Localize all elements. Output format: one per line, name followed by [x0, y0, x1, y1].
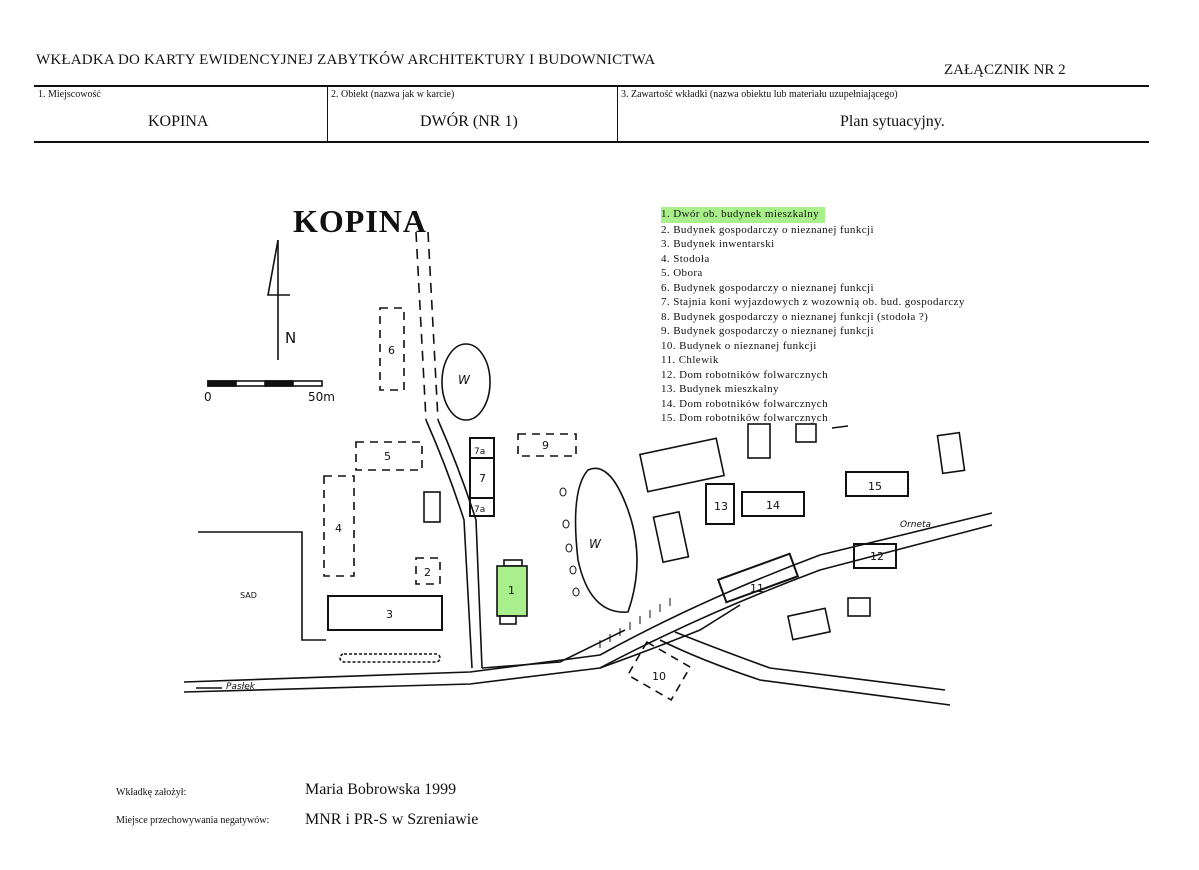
- legend-item: 12. Dom robotników folwarcznych: [661, 368, 828, 381]
- legend-item: 8. Budynek gospodarczy o nieznanej funkcji (stodoła ?): [661, 310, 929, 323]
- building-3: [328, 596, 442, 630]
- label-9: 9: [542, 439, 549, 452]
- field-locality-label: 1. Miejscowość: [38, 89, 101, 100]
- label-7: 7: [479, 472, 486, 485]
- pond-north-label: W: [458, 373, 470, 387]
- label-1: 1: [508, 584, 515, 597]
- storage-label: Miejsce przechowywania negatywów:: [116, 815, 270, 826]
- author-value: Maria Bobrowska 1999: [305, 781, 457, 798]
- structure-f: [788, 608, 830, 639]
- road-label-orneta: Orneta: [900, 520, 932, 530]
- structure-e: [937, 433, 964, 474]
- field-content-value: Plan sytuacyjny.: [840, 113, 945, 130]
- pond-central-label: W: [589, 537, 601, 551]
- label-2: 2: [424, 566, 431, 579]
- north-road: [416, 232, 438, 420]
- orchard-boundary: [198, 532, 326, 640]
- scale-start-label: 0: [204, 390, 212, 404]
- legend-item: 10. Budynek o nieznanej funkcji: [661, 339, 817, 352]
- legend-item: [661, 207, 965, 223]
- label-4: 4: [335, 522, 342, 535]
- scale-bar: [208, 381, 322, 386]
- map-title: KOPINA: [293, 203, 427, 239]
- manor-annex: [500, 616, 516, 624]
- label-10: 10: [652, 670, 666, 683]
- label-7a-top: 7a: [474, 447, 486, 457]
- label-7a-bottom: 7a: [474, 505, 486, 515]
- label-11: 11: [750, 582, 764, 595]
- field-object-value: DWÓR (NR 1): [420, 113, 518, 130]
- orchard-label: SAD: [240, 591, 257, 600]
- label-15: 15: [868, 480, 882, 493]
- hedge-strip: [340, 654, 440, 662]
- field-locality-value: KOPINA: [148, 113, 209, 130]
- legend-item: 4. Stodoła: [661, 252, 710, 265]
- legend-item: 7. Stajnia koni wyjazdowych z wozownią ob. bud. gospodarczy: [661, 296, 965, 308]
- legend-item: 14. Dom robotników folwarcznych: [661, 397, 828, 410]
- legend-item: 15. Dom robotników folwarcznych: [661, 412, 828, 424]
- building-8: [424, 492, 440, 522]
- legend-item: 5. Obora: [661, 267, 703, 279]
- road-label-paslek: Pasłęk: [226, 682, 255, 692]
- structure-c: [748, 424, 770, 458]
- label-13: 13: [714, 500, 728, 513]
- lower-branch-road: [600, 605, 950, 705]
- label-6: 6: [388, 344, 395, 357]
- legend-item: 2. Budynek gospodarczy o nieznanej funkcji: [661, 223, 874, 236]
- document-title: WKŁADKA DO KARTY EWIDENCYJNEJ ZABYTKÓW ARCHITEKTURY I BUDOWNICTWA: [36, 52, 656, 68]
- structure-g: [848, 598, 870, 616]
- legend-item-highlighted: 1. Dwór ob. budynek mieszkalny: [661, 207, 825, 223]
- label-14: 14: [766, 499, 780, 512]
- scale-end-label: 50m: [308, 390, 335, 404]
- label-12: 12: [870, 550, 884, 563]
- author-label: Wkładkę założył:: [116, 787, 187, 798]
- storage-value: MNR i PR-S w Szreniawie: [305, 811, 479, 828]
- structure-d: [796, 424, 816, 442]
- field-content-label: 3. Zawartość wkładki (nazwa obiektu lub materiału uzupełniającego): [621, 89, 898, 100]
- structure-b: [654, 512, 689, 562]
- pond-central: [576, 468, 637, 612]
- legend-item: 9. Budynek gospodarczy o nieznanej funkcji: [661, 325, 874, 337]
- legend-item: 13. Budynek mieszkalny: [661, 383, 779, 395]
- label-5: 5: [384, 450, 391, 463]
- ditch-hatching: [600, 598, 670, 648]
- legend: [661, 207, 965, 426]
- manor-porch: [504, 560, 522, 566]
- annex-number: ZAŁĄCZNIK NR 2: [944, 62, 1066, 78]
- legend-item: 11. Chlewik: [661, 354, 719, 366]
- north-label: N: [285, 329, 297, 347]
- label-3: 3: [386, 608, 393, 621]
- field-object-label: 2. Obiekt (nazwa jak w karcie): [331, 89, 455, 100]
- legend-item: 6. Budynek gospodarczy o nieznanej funkcji: [661, 281, 874, 294]
- legend-item: 3. Budynek inwentarski: [661, 238, 775, 250]
